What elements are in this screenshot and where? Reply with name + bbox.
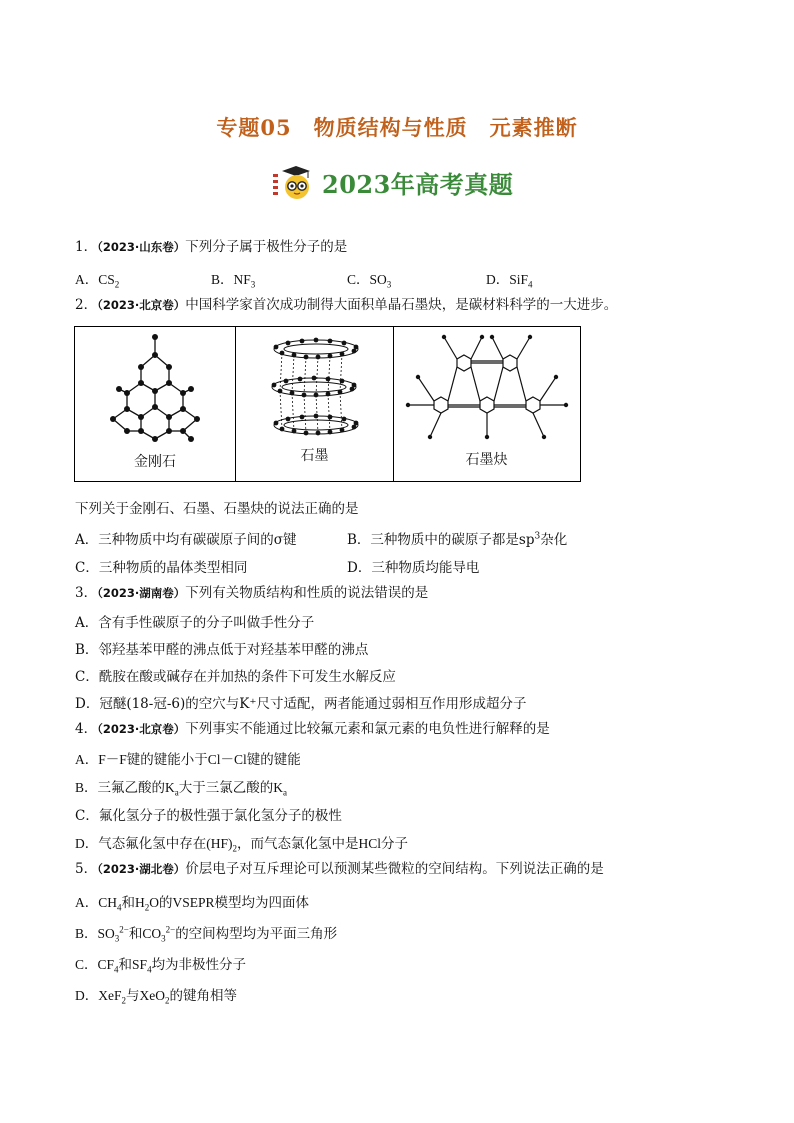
graphite-structure-image [236,327,394,447]
question-number: 2． [75,297,98,313]
question-source: （2023·山东卷） [97,240,186,254]
question-number: 3． [75,585,98,601]
badge-text: 2023年高考真题 [322,169,514,199]
caption-graphdiyne: 石墨炔 [465,452,508,468]
q4-option-b: B．三氟乙酸的$K_a$大于三氯乙酸的$K_a$ [75,780,288,798]
q1-option-c: C．$SO_3$ [347,272,392,290]
question-text: 价层电子对互斥理论可以预测某些微粒的空间结构。下列说法正确的是 [185,861,604,877]
graphdiyne-structure-image [394,327,580,447]
q1-option-b: B．$NF_3$ [211,272,256,290]
exam-badge [270,163,513,201]
q5-option-d: D．XeF$_2$与XeO$_2$的键角相等 [75,988,237,1006]
q2-option-c: C．三种物质的晶体类型相同 [75,560,248,576]
question-text: 下列事实不能通过比较氟元素和氯元素的电负性进行解释的是 [185,721,550,737]
question-4 [75,720,550,738]
q3-option-d: D．冠醚(18-冠-6)的空穴与K⁺尺寸适配，两者能通过弱相互作用形成超分子 [75,696,527,712]
caption-diamond: 金刚石 [134,454,176,470]
q3-option-b: B．邻羟基苯甲醛的沸点低于对羟基苯甲醛的沸点 [75,642,369,658]
question-source: （2023·湖南卷） [97,586,186,600]
title-part-inference: 元素推断 [489,115,578,140]
question-1 [75,238,347,256]
question-5 [75,860,604,878]
q5-option-b: B．$SO_3^{2-}$和$CO_3^{2-}$的空间构型均为平面三角形 [75,924,338,944]
q1-option-a: A．$CS_2$ [75,272,120,290]
q3-option-a: A．含有手性碳原子的分子叫做手性分子 [75,615,315,631]
q3-option-c: C．酰胺在酸或碱存在并加热的条件下可发生水解反应 [75,669,396,685]
question-source: （2023·北京卷） [97,722,186,736]
q5-option-c: C．$CF_4$和$SF_4$均为非极性分子 [75,957,247,975]
q2-option-d: D．三种物质均能导电 [347,560,480,576]
caption-graphite: 石墨 [300,448,329,464]
title-part-topic: 专题05 [216,115,292,140]
q4-option-c: C．氟化氢分子的极性强于氯化氢分子的极性 [75,808,342,824]
question-source: （2023·湖北卷） [97,862,186,876]
carbon-allotrope-figure [74,326,581,482]
page-title [0,112,794,142]
diamond-structure-image [75,327,235,447]
figure-cell-graphite [235,327,393,481]
q5-option-a: A．$CH_4$和$H_2O$的VSEPR模型均为四面体 [75,895,310,913]
question-text: 中国科学家首次成功制得大面积单晶石墨炔，是碳材料科学的一大进步。 [185,297,618,313]
q2-option-a: A．三种物质中均有碳碳原子间的σ键 [75,532,297,548]
question-number: 1． [75,239,98,255]
title-part-structure: 物质结构与性质 [313,115,468,140]
q2-stem: 下列关于金刚石、石墨、石墨炔的说法正确的是 [75,501,359,517]
question-number: 4． [75,721,98,737]
question-2 [75,296,617,314]
question-source: （2023·北京卷） [97,298,186,312]
q1-option-d: D．SiF$_4$ [486,272,533,290]
q4-option-d: D．气态氟化氢中存在$(HF)_2$，而气态氯化氢中是HCl分子 [75,836,409,854]
question-3 [75,584,428,602]
figure-cell-graphdiyne [393,327,579,481]
q4-option-a: A．F－F键的键能小于Cl－Cl键的键能 [75,752,301,767]
question-number: 5． [75,861,98,877]
question-text: 下列分子属于极性分子的是 [185,239,348,255]
figure-cell-diamond [75,327,235,481]
mascot-owl-icon [270,163,320,201]
question-text: 下列有关物质结构和性质的说法错误的是 [185,585,429,601]
q2-option-b: B．三种物质中的碳原子都是$sp^3$杂化 [347,531,568,548]
